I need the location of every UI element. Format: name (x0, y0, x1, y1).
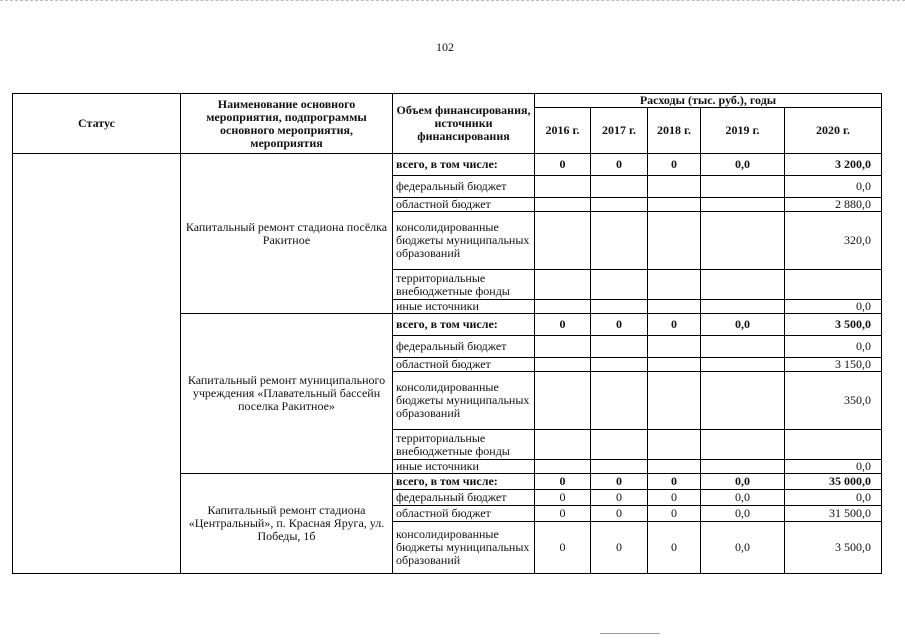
header-name: Наименование основного мероприятия, подпрограммы основного мероприятия, мероприятия (181, 94, 393, 154)
amount-cell: 0 (648, 474, 701, 490)
amount-cell (535, 270, 591, 300)
amount-cell (648, 460, 701, 474)
amount-cell (648, 270, 701, 300)
amount-cell (535, 176, 591, 198)
amount-cell: 0 (648, 490, 701, 506)
amount-cell (648, 358, 701, 372)
amount-cell (701, 270, 785, 300)
amount-cell (591, 460, 648, 474)
amount-cell: 0 (591, 522, 648, 574)
amount-cell: 0 (535, 314, 591, 336)
amount-cell (701, 372, 785, 430)
amount-cell (591, 358, 648, 372)
amount-cell: 0,0 (785, 336, 882, 358)
amount-cell (591, 300, 648, 314)
amount-cell: 0 (648, 314, 701, 336)
funding-source: всего, в том числе: (393, 314, 535, 336)
header-year: 2017 г. (591, 108, 648, 154)
amount-cell: 0 (591, 506, 648, 522)
amount-cell: 0,0 (701, 314, 785, 336)
header-year: 2020 г. (785, 108, 882, 154)
header-year: 2018 г. (648, 108, 701, 154)
amount-cell: 3 150,0 (785, 358, 882, 372)
table-row (13, 154, 882, 176)
amount-cell: 0,0 (785, 490, 882, 506)
amount-cell (785, 430, 882, 460)
amount-cell: 0 (648, 522, 701, 574)
amount-cell (648, 430, 701, 460)
amount-cell: 0 (648, 154, 701, 176)
funding-source: территориальные внебюджетные фонды (393, 270, 535, 300)
event-name: Капитальный ремонт стадиона посёлка Ракитное (181, 154, 393, 314)
amount-cell: 2 880,0 (785, 198, 882, 212)
amount-cell: 0 (591, 474, 648, 490)
amount-cell (535, 460, 591, 474)
amount-cell: 3 500,0 (785, 522, 882, 574)
amount-cell (648, 336, 701, 358)
amount-cell (648, 176, 701, 198)
amount-cell: 350,0 (785, 372, 882, 430)
amount-cell (591, 270, 648, 300)
header-year: 2019 г. (701, 108, 785, 154)
funding-source: федеральный бюджет (393, 336, 535, 358)
funding-source: федеральный бюджет (393, 490, 535, 506)
amount-cell (701, 336, 785, 358)
amount-cell: 3 500,0 (785, 314, 882, 336)
amount-cell: 0,0 (785, 460, 882, 474)
funding-source: всего, в том числе: (393, 474, 535, 490)
amount-cell (591, 198, 648, 212)
amount-cell (591, 336, 648, 358)
amount-cell (535, 300, 591, 314)
event-name: Капитальный ремонт стадиона «Центральный», п. Красная Яруга, ул. Победы, 1б (181, 474, 393, 574)
amount-cell: 0 (591, 314, 648, 336)
amount-cell: 0,0 (701, 522, 785, 574)
funding-source: областной бюджет (393, 358, 535, 372)
table-body (13, 154, 882, 574)
header-status: Статус (13, 94, 181, 154)
amount-cell (535, 212, 591, 270)
amount-cell: 0 (535, 154, 591, 176)
amount-cell (648, 372, 701, 430)
amount-cell: 0 (535, 474, 591, 490)
funding-source: федеральный бюджет (393, 176, 535, 198)
amount-cell: 3 200,0 (785, 154, 882, 176)
funding-source: консолидированные бюджеты муниципальных образований (393, 372, 535, 430)
amount-cell (535, 372, 591, 430)
funding-source: иные источники (393, 460, 535, 474)
amount-cell (591, 212, 648, 270)
amount-cell (591, 176, 648, 198)
amount-cell: 0,0 (701, 490, 785, 506)
amount-cell: 0 (535, 506, 591, 522)
amount-cell (701, 198, 785, 212)
funding-source: областной бюджет (393, 198, 535, 212)
amount-cell (535, 336, 591, 358)
amount-cell: 0,0 (785, 176, 882, 198)
amount-cell: 0 (535, 522, 591, 574)
amount-cell (701, 358, 785, 372)
amount-cell: 0,0 (701, 154, 785, 176)
amount-cell (535, 358, 591, 372)
amount-cell: 320,0 (785, 212, 882, 270)
amount-cell (535, 198, 591, 212)
funding-source: консолидированные бюджеты муниципальных образований (393, 522, 535, 574)
amount-cell: 0 (648, 506, 701, 522)
amount-cell (785, 270, 882, 300)
amount-cell: 0,0 (701, 474, 785, 490)
funding-source: территориальные внебюджетные фонды (393, 430, 535, 460)
funding-source: всего, в том числе: (393, 154, 535, 176)
amount-cell: 0,0 (785, 300, 882, 314)
amount-cell: 0 (535, 490, 591, 506)
funding-source: областной бюджет (393, 506, 535, 522)
amount-cell (535, 430, 591, 460)
amount-cell (701, 212, 785, 270)
amount-cell (701, 430, 785, 460)
amount-cell (648, 198, 701, 212)
amount-cell (701, 300, 785, 314)
amount-cell: 0 (591, 490, 648, 506)
funding-source: иные источники (393, 300, 535, 314)
amount-cell: 35 000,0 (785, 474, 882, 490)
header-expenses: Расходы (тыс. руб.), годы (535, 94, 882, 108)
financing-table (12, 93, 882, 574)
amount-cell (591, 372, 648, 430)
amount-cell (701, 460, 785, 474)
page-number: 102 (436, 40, 454, 54)
amount-cell: 0 (591, 154, 648, 176)
bottom-scan-mark (600, 633, 660, 634)
funding-source: консолидированные бюджеты муниципальных образований (393, 212, 535, 270)
event-name: Капитальный ремонт муниципального учреждения «Плавательный бассейн поселка Ракитное» (181, 314, 393, 474)
top-scan-edge (0, 0, 905, 3)
header-volume: Объем финансирования, источники финансирования (393, 94, 535, 154)
amount-cell (648, 300, 701, 314)
amount-cell: 31 500,0 (785, 506, 882, 522)
header-year: 2016 г. (535, 108, 591, 154)
amount-cell: 0,0 (701, 506, 785, 522)
amount-cell (591, 430, 648, 460)
amount-cell (648, 212, 701, 270)
status-cell (13, 154, 181, 574)
amount-cell (701, 176, 785, 198)
